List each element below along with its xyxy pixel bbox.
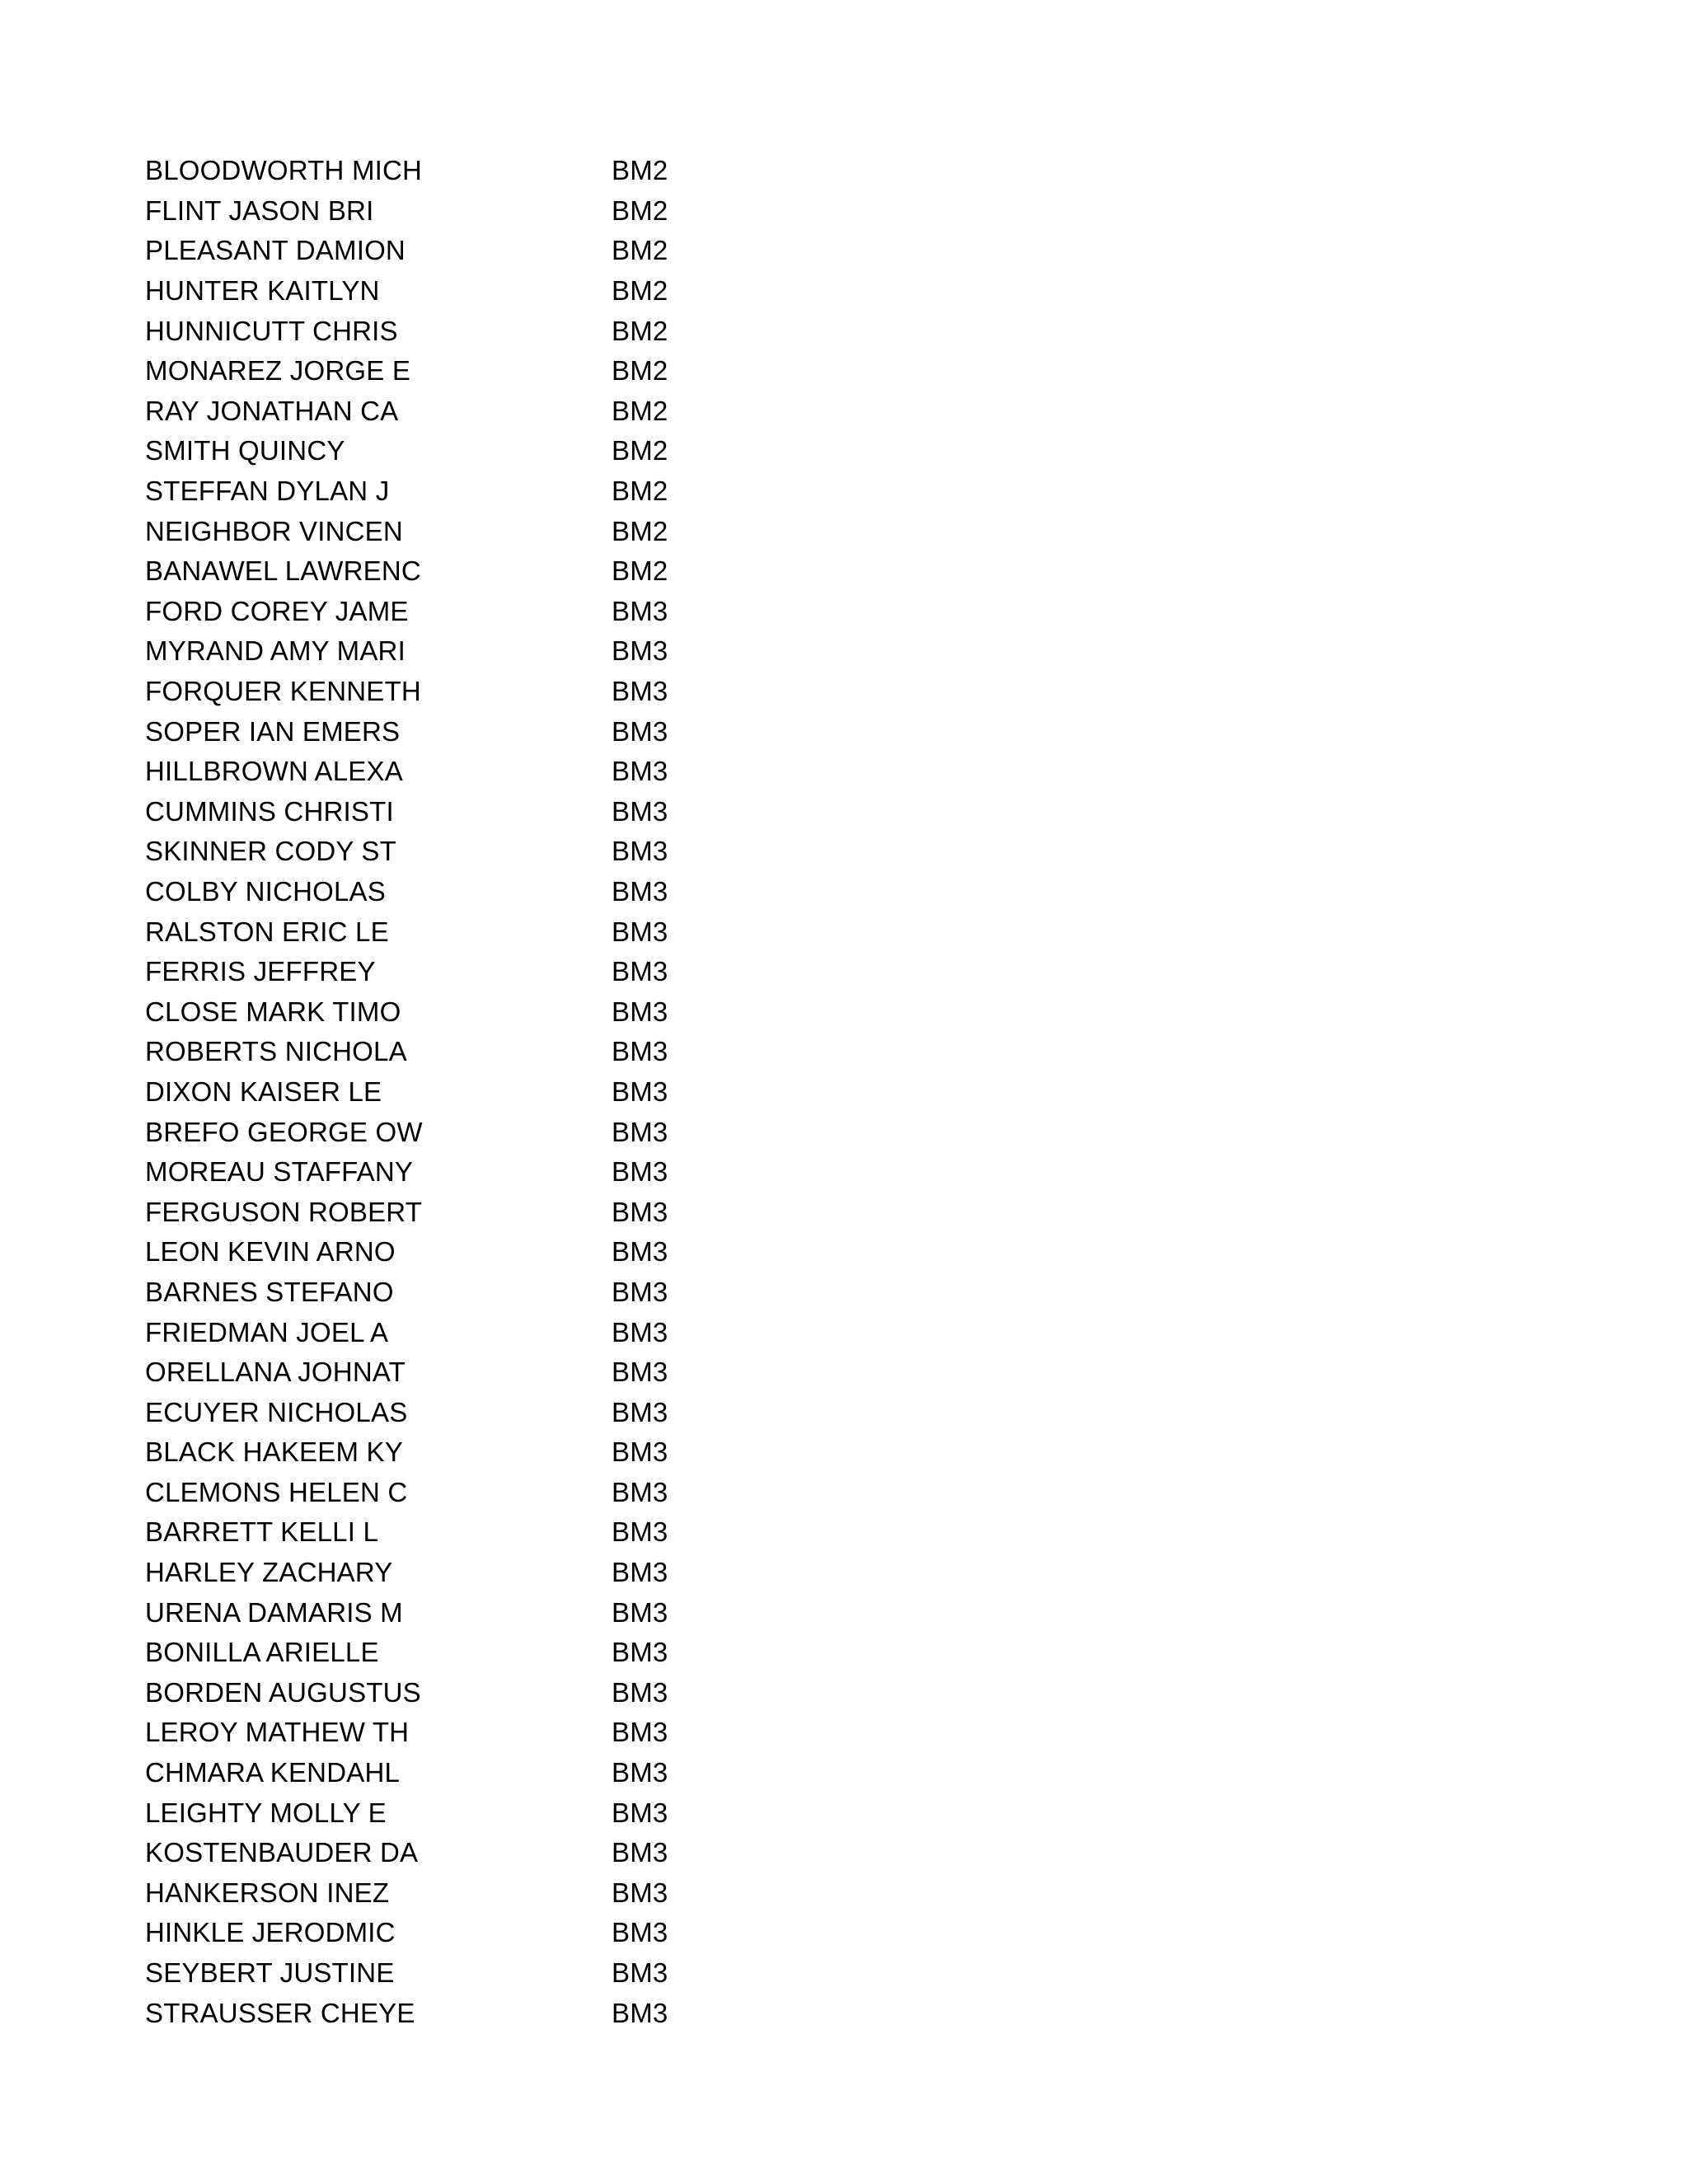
member-name: HUNTER KAITLYN [145, 275, 380, 307]
roster-row [145, 592, 722, 632]
member-rate: BM3 [612, 1957, 668, 1989]
member-rate: BM2 [612, 275, 668, 307]
roster-row [145, 631, 722, 672]
member-rate: BM3 [612, 1637, 668, 1668]
member-name: MONAREZ JORGE E [145, 355, 411, 387]
member-name: FRIEDMAN JOEL A [145, 1316, 389, 1347]
roster-row [145, 792, 722, 832]
roster-row [145, 752, 722, 792]
roster-row [145, 1032, 722, 1072]
member-rate: BM3 [612, 875, 668, 907]
roster-row [145, 1753, 722, 1793]
roster-row [145, 1112, 722, 1152]
roster-row [145, 1392, 722, 1432]
member-rate: BM3 [612, 1436, 668, 1468]
member-name: SEYBERT JUSTINE [145, 1957, 395, 1989]
member-name: ORELLANA JOHNAT [145, 1357, 406, 1388]
member-name: HUNNICUTT CHRIS [145, 315, 398, 346]
member-rate: BM2 [612, 555, 668, 587]
member-name: FORQUER KENNETH [145, 676, 421, 707]
member-rate: BM3 [612, 1076, 668, 1107]
member-rate: BM3 [612, 1116, 668, 1147]
member-rate: BM3 [612, 1757, 668, 1788]
member-name: HARLEY ZACHARY [145, 1557, 393, 1588]
roster-row [145, 1192, 722, 1232]
member-rate: BM2 [612, 315, 668, 346]
member-name: FERGUSON ROBERT [145, 1196, 423, 1227]
roster-row [145, 471, 722, 512]
member-name: STRAUSSER CHEYE [145, 1997, 415, 2028]
roster-row [145, 711, 722, 752]
roster-row [145, 351, 722, 391]
member-rate: BM3 [612, 1196, 668, 1227]
member-rate: BM2 [612, 395, 668, 426]
roster-row [145, 511, 722, 551]
member-name: SKINNER CODY ST [145, 836, 396, 867]
member-rate: BM2 [612, 235, 668, 266]
roster-row [145, 1673, 722, 1713]
member-rate: BM3 [612, 1316, 668, 1347]
member-rate: BM3 [612, 1396, 668, 1427]
member-rate: BM3 [612, 715, 668, 747]
member-name: LEON KEVIN ARNO [145, 1236, 396, 1268]
roster-row [145, 391, 722, 432]
roster-row [145, 832, 722, 872]
member-name: COLBY NICHOLAS [145, 875, 386, 907]
roster-row [145, 1072, 722, 1113]
member-rate: BM3 [612, 1516, 668, 1548]
member-name: MYRAND AMY MARI [145, 635, 406, 667]
member-name: ROBERTS NICHOLA [145, 1036, 407, 1067]
member-name: NEIGHBOR VINCEN [145, 515, 403, 546]
roster-row [145, 872, 722, 912]
member-name: LEIGHTY MOLLY E [145, 1797, 387, 1828]
member-name: BARRETT KELLI L [145, 1516, 379, 1548]
member-name: DIXON KAISER LE [145, 1076, 382, 1107]
roster-row [145, 1793, 722, 1833]
roster-row [145, 1473, 722, 1513]
member-rate: BM3 [612, 1917, 668, 1948]
member-name: BANAWEL LAWRENC [145, 555, 421, 587]
member-rate: BM3 [612, 1997, 668, 2028]
roster-row [145, 551, 722, 592]
member-name: BREFO GEORGE OW [145, 1116, 423, 1147]
roster-row [145, 151, 722, 191]
member-rate: BM2 [612, 476, 668, 507]
roster-row [145, 231, 722, 271]
member-name: STEFFAN DYLAN J [145, 476, 390, 507]
member-rate: BM3 [612, 795, 668, 827]
member-name: PLEASANT DAMION [145, 235, 406, 266]
member-name: HINKLE JERODMIC [145, 1917, 396, 1948]
member-rate: BM2 [612, 194, 668, 226]
member-name: CLOSE MARK TIMO [145, 996, 401, 1027]
roster-row [145, 191, 722, 232]
member-rate: BM3 [612, 1036, 668, 1067]
roster-row [145, 1432, 722, 1473]
member-rate: BM2 [612, 155, 668, 186]
roster-row [145, 1352, 722, 1393]
member-name: ECUYER NICHOLAS [145, 1396, 408, 1427]
member-name: HANKERSON INEZ [145, 1877, 390, 1908]
member-rate: BM3 [612, 1717, 668, 1748]
member-name: MOREAU STAFFANY [145, 1156, 414, 1188]
roster-row [145, 1633, 722, 1673]
member-rate: BM3 [612, 1676, 668, 1708]
member-name: BORDEN AUGUSTUS [145, 1676, 421, 1708]
member-name: CHMARA KENDAHL [145, 1757, 401, 1788]
roster-row [145, 1152, 722, 1193]
member-name: HILLBROWN ALEXA [145, 756, 403, 787]
roster-row [145, 1913, 722, 1953]
member-name: BLACK HAKEEM KY [145, 1436, 403, 1468]
member-name: BONILLA ARIELLE [145, 1637, 379, 1668]
roster-row [145, 1272, 722, 1313]
roster-row [145, 1833, 722, 1873]
member-name: BARNES STEFANO [145, 1276, 394, 1307]
member-rate: BM3 [612, 996, 668, 1027]
member-name: SOPER IAN EMERS [145, 715, 401, 747]
roster-row [145, 1873, 722, 1914]
member-rate: BM3 [612, 1837, 668, 1868]
member-rate: BM3 [612, 1596, 668, 1628]
member-name: RALSTON ERIC LE [145, 916, 389, 947]
roster-row [145, 1993, 722, 2033]
roster-row [145, 311, 722, 351]
member-name: FERRIS JEFFREY [145, 956, 376, 987]
member-name: FLINT JASON BRI [145, 194, 374, 226]
member-rate: BM2 [612, 435, 668, 466]
member-name: RAY JONATHAN CA [145, 395, 399, 426]
member-rate: BM3 [612, 916, 668, 947]
member-name: CUMMINS CHRISTI [145, 795, 394, 827]
member-rate: BM3 [612, 1557, 668, 1588]
member-rate: BM3 [612, 676, 668, 707]
member-rate: BM3 [612, 756, 668, 787]
roster-row [145, 1592, 722, 1633]
member-name: SMITH QUINCY [145, 435, 345, 466]
member-rate: BM3 [612, 1156, 668, 1188]
roster-row [145, 1553, 722, 1593]
member-rate: BM3 [612, 595, 668, 626]
member-name: FORD COREY JAME [145, 595, 409, 626]
member-rate: BM2 [612, 355, 668, 387]
member-rate: BM3 [612, 1236, 668, 1268]
roster-row [145, 271, 722, 312]
roster-row [145, 952, 722, 992]
member-rate: BM3 [612, 1357, 668, 1388]
roster-list [145, 151, 722, 2033]
member-rate: BM3 [612, 956, 668, 987]
roster-row [145, 1232, 722, 1272]
member-rate: BM3 [612, 635, 668, 667]
roster-row [145, 991, 722, 1032]
roster-row [145, 912, 722, 952]
roster-row [145, 672, 722, 712]
member-rate: BM2 [612, 515, 668, 546]
roster-row [145, 1512, 722, 1553]
member-name: CLEMONS HELEN C [145, 1476, 408, 1507]
member-name: URENA DAMARIS M [145, 1596, 403, 1628]
roster-row [145, 1713, 722, 1753]
member-name: KOSTENBAUDER DA [145, 1837, 419, 1868]
roster-row [145, 431, 722, 471]
member-name: BLOODWORTH MICH [145, 155, 423, 186]
member-rate: BM3 [612, 1476, 668, 1507]
member-rate: BM3 [612, 1797, 668, 1828]
member-rate: BM3 [612, 836, 668, 867]
member-rate: BM3 [612, 1276, 668, 1307]
roster-row [145, 1953, 722, 1994]
member-rate: BM3 [612, 1877, 668, 1908]
roster-row [145, 1312, 722, 1352]
member-name: LEROY MATHEW TH [145, 1717, 410, 1748]
